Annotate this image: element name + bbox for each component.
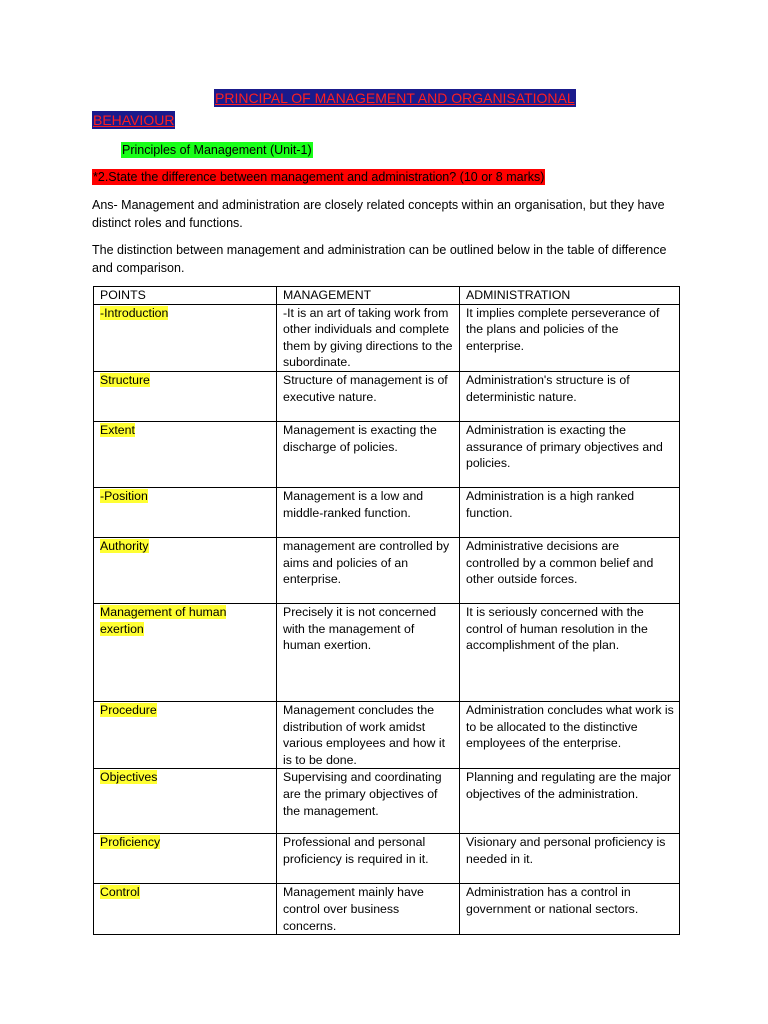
- answer-intro-paragraph: Ans- Management and administration are closely related concepts within an organisation, but they have distinct roles and functions.: [92, 198, 665, 230]
- administration-cell: Administration is exacting the assurance of primary objectives and policies.: [460, 421, 680, 487]
- point-cell: [94, 701, 277, 768]
- management-cell: Management mainly have control over business concerns.: [277, 884, 460, 935]
- table-row: [94, 537, 680, 603]
- unit-subtitle: Principles of Management (Unit-1): [122, 143, 312, 157]
- table-header-row: [94, 287, 680, 305]
- administration-cell: It is seriously concerned with the control of human resolution in the accomplishment of the plan.: [460, 603, 680, 701]
- administration-cell: Administration has a control in government or national sectors.: [460, 884, 680, 935]
- management-cell: Management is a low and middle-ranked function.: [277, 487, 460, 537]
- administration-cell: Administration's structure is of deterministic nature.: [460, 371, 680, 421]
- point-label: -Position: [100, 488, 148, 503]
- table-row: [94, 371, 680, 421]
- point-label: Extent: [100, 422, 135, 437]
- administration-cell: Administrative decisions are controlled by a common belief and other outside forces.: [460, 537, 680, 603]
- table-row: [94, 769, 680, 834]
- header-points: POINTS: [94, 287, 277, 305]
- point-label: Proficiency: [100, 835, 161, 850]
- administration-cell: Administration concludes what work is to be allocated to the distinctive employees of the enterprise.: [460, 701, 680, 768]
- management-cell: Precisely it is not concerned with the management of human exertion.: [277, 603, 460, 701]
- table-row: [94, 603, 680, 701]
- point-cell: [94, 884, 277, 935]
- difference-table: [93, 286, 680, 935]
- table-row: [94, 834, 680, 884]
- table-row: [94, 701, 680, 768]
- document-title-line-1: PRINCIPAL OF MANAGEMENT AND ORGANISATIONAL: [215, 90, 575, 106]
- table-row: [94, 421, 680, 487]
- distinction-intro-paragraph: The distinction between management and administration can be outlined below in the table of difference and comparison.: [92, 243, 667, 275]
- management-cell: management are controlled by aims and policies of an enterprise.: [277, 537, 460, 603]
- point-cell: [94, 834, 277, 884]
- point-cell: [94, 421, 277, 487]
- point-label: Control: [100, 885, 140, 900]
- header-management: MANAGEMENT: [277, 287, 460, 305]
- administration-cell: It implies complete perseverance of the plans and policies of the enterprise.: [460, 304, 680, 371]
- table-row: [94, 487, 680, 537]
- management-cell: Management is exacting the discharge of policies.: [277, 421, 460, 487]
- point-cell: [94, 487, 277, 537]
- table-row: [94, 304, 680, 371]
- point-cell: [94, 371, 277, 421]
- point-label: Objectives: [100, 770, 158, 785]
- point-cell: [94, 603, 277, 701]
- management-cell: Management concludes the distribution of work amidst various employees and how it is to be done.: [277, 701, 460, 768]
- administration-cell: Planning and regulating are the major objectives of the administration.: [460, 769, 680, 834]
- point-cell: [94, 769, 277, 834]
- header-administration: ADMINISTRATION: [460, 287, 680, 305]
- point-label: Procedure: [100, 702, 157, 717]
- table-row: [94, 884, 680, 935]
- point-label: Structure: [100, 372, 150, 387]
- point-label: -Introduction: [100, 305, 169, 320]
- administration-cell: Visionary and personal proficiency is needed in it.: [460, 834, 680, 884]
- management-cell: Structure of management is of executive nature.: [277, 371, 460, 421]
- point-cell: [94, 304, 277, 371]
- point-cell: [94, 537, 277, 603]
- point-label: Authority: [100, 538, 149, 553]
- management-cell: -It is an art of taking work from other individuals and complete them by giving directions to the subordinate.: [277, 304, 460, 371]
- management-cell: Supervising and coordinating are the primary objectives of the management.: [277, 769, 460, 834]
- document-title-line-2: BEHAVIOUR: [93, 112, 175, 128]
- management-cell: Professional and personal proficiency is required in it.: [277, 834, 460, 884]
- point-label: Management of human exertion: [100, 604, 227, 636]
- administration-cell: Administration is a high ranked function.: [460, 487, 680, 537]
- question-heading: *2.State the difference between management and administration? (10 or 8 marks): [93, 170, 545, 184]
